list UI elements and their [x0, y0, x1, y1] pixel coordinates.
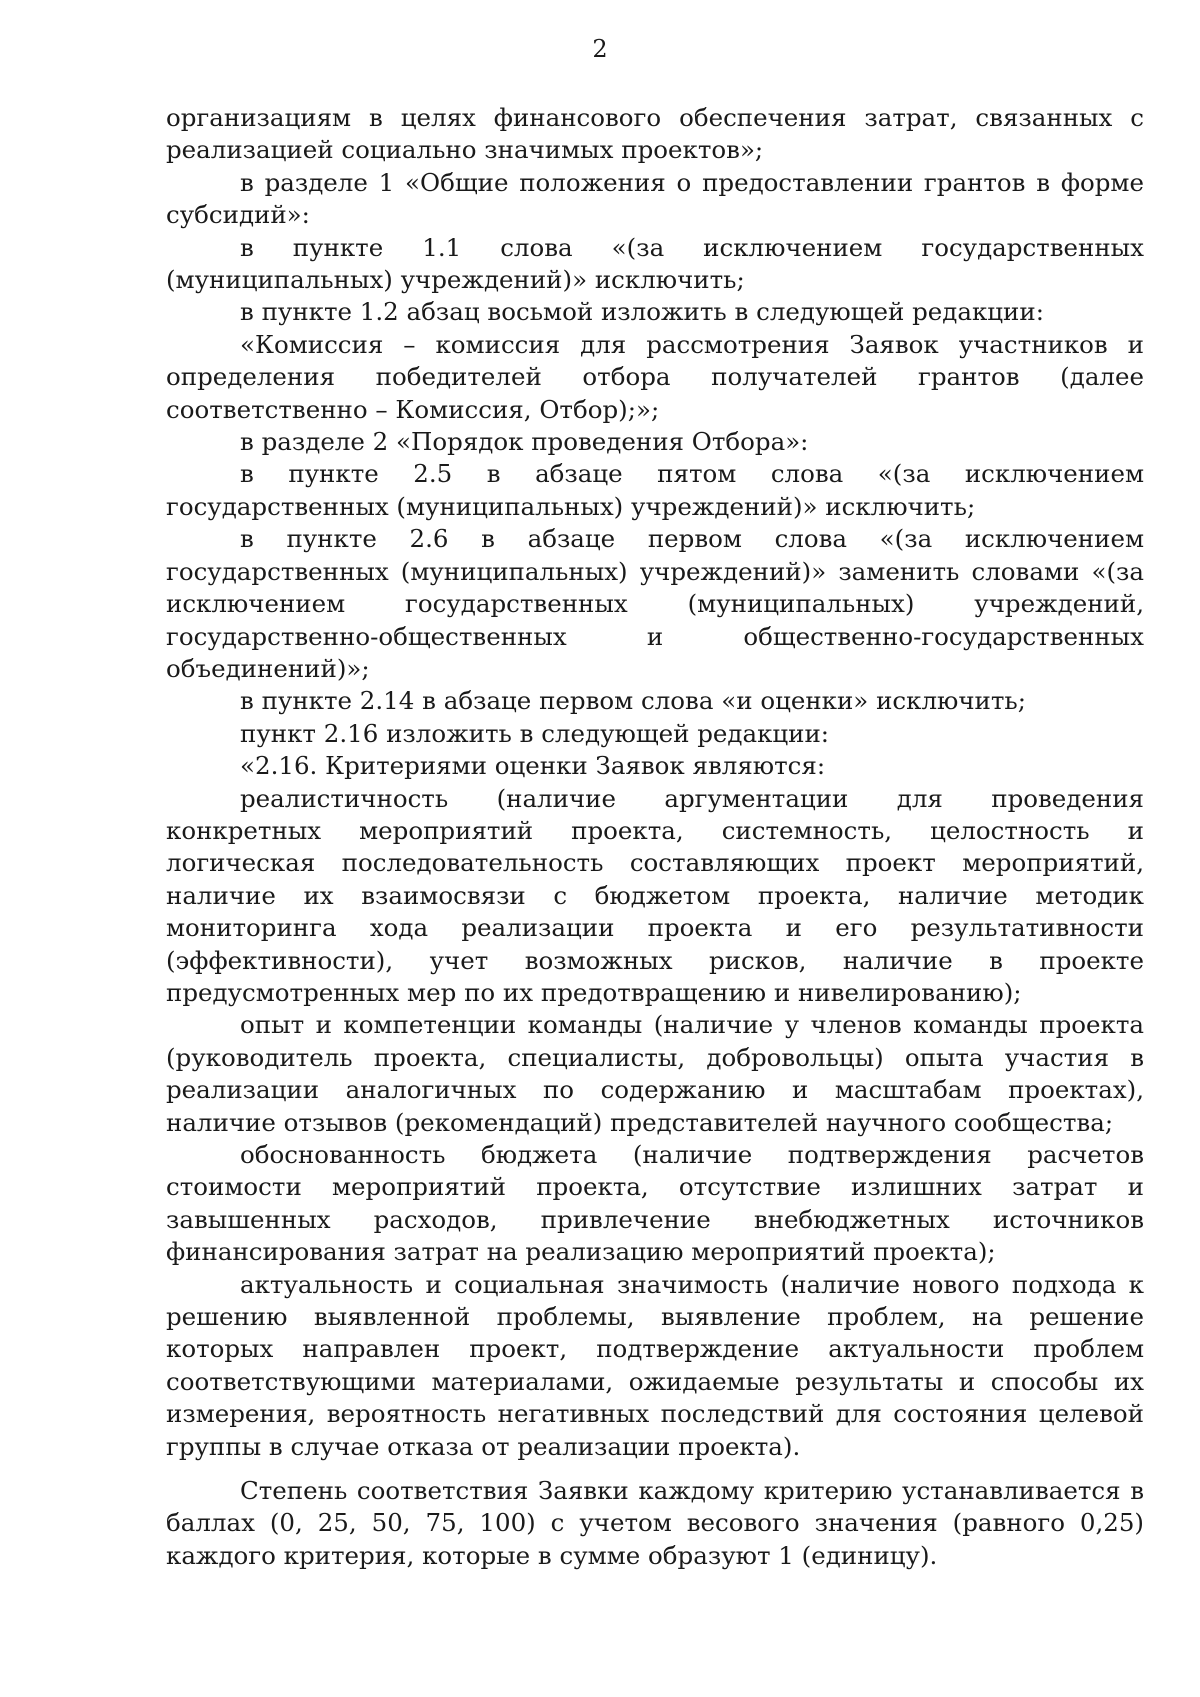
page-number: 2	[592, 35, 608, 63]
paragraph: в пункте 1.2 абзац восьмой изложить в следующей редакции:	[240, 297, 1044, 327]
paragraph: в пункте 2.6 в абзаце первом слова «(за исключением государственных (муниципальных) учреждений)» заменить словами «(за исключением государственных (муниципальных) учреждений, государственно-общественных и общественно-государственных объединений)»;	[166, 524, 1144, 683]
paragraph: «2.16. Критериями оценки Заявок являются:	[240, 751, 826, 781]
paragraph: реалистичность (наличие аргументации для проведения конкретных мероприятий проекта, системность, целостность и логическая последовательность составляющих проект мероприятий, наличие их взаимосвязи с бюджетом проекта, наличие методик мониторинга хода реализации проекта и его результативности (эффективности), учет возможных рисков, наличие в проекте предусмотренных мер по их предотвращению и нивелированию);	[166, 783, 1144, 1007]
paragraph: в пункте 1.1 слова «(за исключением государственных (муниципальных) учреждений)» исключить;	[166, 232, 1144, 295]
paragraph: Степень соответствия Заявки каждому критерию устанавливается в баллах (0, 25, 50, 75, 100) с учетом весового значения (равного 0,25) каждого критерия, которые в сумме образуют 1 (единицу).	[166, 1476, 1144, 1570]
paragraph: в пункте 2.14 в абзаце первом слова «и оценки» исключить;	[240, 686, 1027, 716]
document-body	[166, 102, 1144, 1572]
paragraph: в пункте 2.5 в абзаце пятом слова «(за исключением государственных (муниципальных) учреждений)» исключить;	[166, 459, 1144, 521]
paragraph: актуальность и социальная значимость (наличие нового подхода к решению выявленной проблемы, выявление проблем, на решение которых направлен проект, подтверждение актуальности проблем соответствующими материалами, ожидаемые результаты и способы их измерения, вероятность негативных последствий для состояния целевой группы в случае отказа от реализации проекта).	[166, 1269, 1144, 1461]
paragraph: опыт и компетенции команды (наличие у членов команды проекта (руководитель проекта, специалисты, добровольцы) опыта участия в реализации аналогичных по содержанию и масштабам проектах), наличие отзывов (рекомендаций) представителей научного сообщества;	[166, 1010, 1144, 1137]
paragraph: в разделе 1 «Общие положения о предоставлении грантов в форме субсидий»:	[166, 167, 1144, 230]
paragraph: организациям в целях финансового обеспечения затрат, связанных с реализацией социально значимых проектов»;	[166, 103, 1144, 165]
paragraph: в разделе 2 «Порядок проведения Отбора»:	[240, 427, 809, 457]
paragraph: «Комиссия – комиссия для рассмотрения Заявок участников и определения победителей отбора получателей грантов (далее соответственно – Комиссия, Отбор);»;	[166, 329, 1144, 424]
paragraph: обоснованность бюджета (наличие подтверждения расчетов стоимости мероприятий проекта, отсутствие излишних затрат и завышенных расходов, привлечение внебюджетных источников финансирования затрат на реализацию мероприятий проекта);	[166, 1140, 1144, 1267]
paragraph: пункт 2.16 изложить в следующей редакции:	[240, 718, 830, 748]
